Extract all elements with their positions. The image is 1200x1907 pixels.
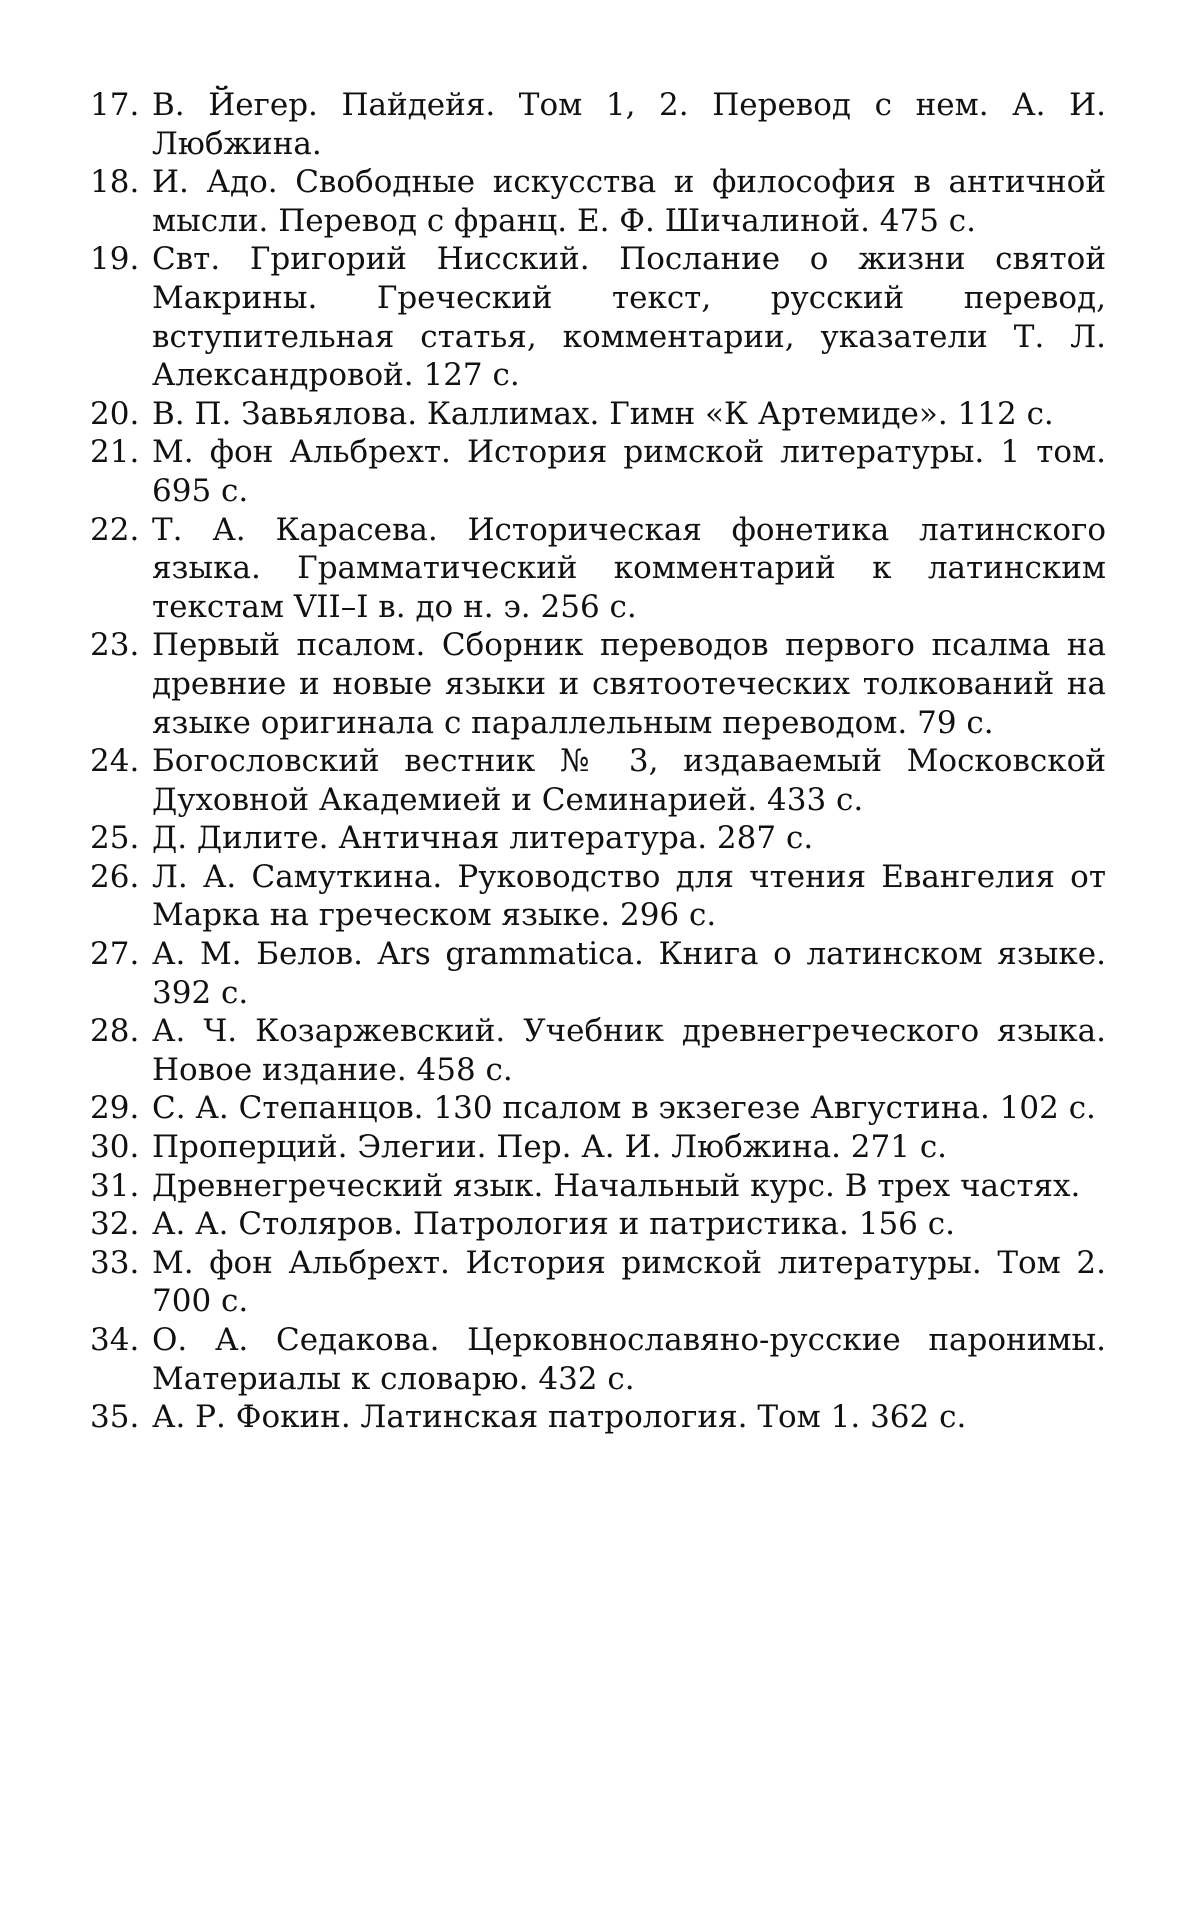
list-item [90, 858, 1106, 935]
list-item [90, 163, 1106, 240]
list-item [90, 1128, 1106, 1167]
list-item [90, 1205, 1106, 1244]
list-item [90, 1167, 1106, 1206]
item-text: Первый псалом. Сборник переводов первого псалма на древние и новые языки и святоотеческих толкований на языке оригинала с параллельным переводом. 79 с. [152, 627, 1106, 741]
item-text: В. Йегер. Пайдейя. Том 1, 2. Перевод с нем. А. И. Любжина. [152, 87, 1106, 162]
item-text: Л. А. Самуткина. Руководство для чтения Евангелия от Марка на греческом языке. 296 с. [152, 858, 1106, 934]
item-text: В. П. Завьялова. Каллимах. Гимн «К Артемиде». 112 с. [152, 395, 1054, 432]
item-text: А. Ч. Козаржевский. Учебник древнегреческого языка. Новое издание. 458 с. [152, 1013, 1106, 1088]
item-text: М. фон Альбрехт. История римской литературы. Том 2. 700 с. [152, 1244, 1106, 1320]
item-number: 26. [90, 858, 140, 895]
item-number: 33. [90, 1244, 140, 1281]
list-item [90, 511, 1106, 627]
list-item [90, 395, 1106, 434]
item-text: А. Р. Фокин. Латинская патрология. Том 1. 362 с. [152, 1399, 967, 1436]
item-number: 35. [90, 1399, 140, 1436]
list-item [90, 1012, 1106, 1089]
item-number: 27. [90, 936, 140, 973]
list-item [90, 240, 1106, 394]
item-number: 22. [90, 511, 140, 548]
item-number: 20. [90, 395, 140, 432]
list-item [90, 1244, 1106, 1321]
item-number: 28. [90, 1013, 140, 1050]
item-text: А. М. Белов. Ars grammatica. Книга о латинском языке. 392 с. [152, 936, 1106, 1011]
item-number: 24. [90, 743, 140, 780]
item-number: 17. [90, 87, 140, 123]
item-number: 31. [90, 1167, 140, 1204]
item-text: Т. А. Карасева. Историческая фонетика латинского языка. Грамматический комментарий к латинским текстам VII–I в. до н. э. 256 с. [152, 511, 1106, 625]
list-item [90, 86, 1106, 163]
item-text: Свт. Григорий Нисский. Послание о жизни святой Макрины. Греческий текст, русский перевод, вступительная статья, комментарии, указатели Т. Л. Александровой. 127 с. [152, 241, 1106, 394]
list-item [90, 742, 1106, 819]
item-number: 30. [90, 1129, 140, 1166]
item-number: 34. [90, 1322, 140, 1358]
list-item [90, 1321, 1106, 1398]
list-item [90, 433, 1106, 510]
item-text: О. А. Седакова. Церковнославяно-русские паронимы. Материалы к словарю. 432 с. [152, 1322, 1106, 1397]
item-text: Богословский вестник № 3, издаваемый Московской Духовной Академией и Семинарией. 433 с. [152, 743, 1106, 818]
item-text: И. Адо. Свободные искусства и философия в античной мысли. Перевод с франц. Е. Ф. Шичалиной. 475 с. [152, 164, 1106, 239]
item-text: Проперций. Элегии. Пер. А. И. Любжина. 271 с. [152, 1129, 948, 1166]
item-text: Д. Дилите. Античная литература. 287 с. [152, 820, 814, 857]
item-number: 32. [90, 1206, 140, 1243]
item-text: Древнегреческий язык. Начальный курс. В трех частях. [152, 1167, 1081, 1204]
list-item [90, 1398, 1106, 1437]
list-item [90, 935, 1106, 1012]
list-item [90, 1089, 1106, 1128]
item-number: 19. [90, 241, 140, 278]
item-number: 29. [90, 1090, 140, 1127]
item-text: С. А. Степанцов. 130 псалом в экзегезе Августина. 102 с. [152, 1090, 1096, 1127]
item-text: М. фон Альбрехт. История римской литературы. 1 том. 695 с. [152, 434, 1106, 509]
item-number: 21. [90, 434, 140, 471]
list-item [90, 626, 1106, 742]
item-text: А. А. Столяров. Патрология и патристика. 156 с. [152, 1206, 955, 1243]
item-number: 18. [90, 164, 140, 201]
item-number: 25. [90, 820, 140, 857]
book-list [90, 86, 1106, 1437]
item-number: 23. [90, 627, 140, 664]
list-item [90, 819, 1106, 858]
